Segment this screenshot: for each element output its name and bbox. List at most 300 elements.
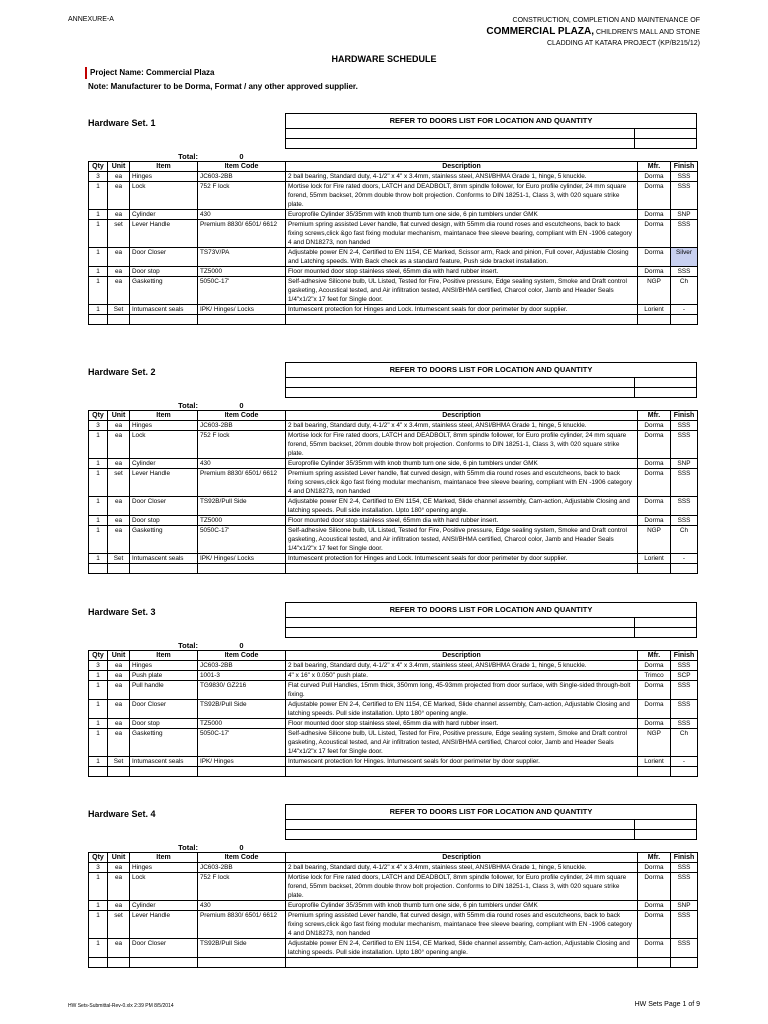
cell-item: Intumascent seals — [130, 305, 198, 315]
cell-finish: SSS — [671, 939, 698, 958]
cell-desc: 2 ball bearing, Standard duty, 4-1/2" x 4" x 3.4mm, stainless steel, ANSI/BHMA Grade 1, hinge, 5 knuckle. — [286, 172, 638, 182]
cell-qty: 3 — [89, 863, 108, 873]
empty-cell — [130, 767, 198, 777]
cell-mfr: Dorma — [638, 911, 671, 939]
refer-doors-list: REFER TO DOORS LIST FOR LOCATION AND QUANTITY — [285, 602, 697, 618]
cell-mfr: Dorma — [638, 516, 671, 526]
table-row — [89, 516, 698, 526]
cell-mfr: Dorma — [638, 497, 671, 516]
table-header-row — [89, 162, 698, 172]
total-label: Total: — [178, 152, 198, 161]
empty-cell — [638, 315, 671, 325]
cell-unit: set — [108, 469, 130, 497]
item-header: Item — [130, 411, 198, 421]
table-row — [89, 459, 698, 469]
set-title: Hardware Set. 4 — [88, 809, 156, 819]
blank-row — [285, 139, 697, 149]
cell-item: Pull handle — [130, 681, 198, 700]
cell-item: Cylinder — [130, 901, 198, 911]
cell-item: Door Closer — [130, 497, 198, 516]
blank-rows — [285, 820, 697, 840]
cell-item: Intumascent seals — [130, 757, 198, 767]
table-row — [89, 757, 698, 767]
empty-cell — [89, 564, 108, 574]
empty-cell — [108, 767, 130, 777]
cell-mfr: Dorma — [638, 248, 671, 267]
cell-item: Hinges — [130, 863, 198, 873]
cell-desc: Europrofile Cylinder 35/35mm with knob thumb turn one side, 6 pin tumblers under GMK — [286, 210, 638, 220]
cell-qty: 1 — [89, 267, 108, 277]
cell-qty: 1 — [89, 554, 108, 564]
refer-doors-list: REFER TO DOORS LIST FOR LOCATION AND QUANTITY — [285, 804, 697, 820]
cell-desc: Adjustable power EN 2-4, Certified to EN 1154, CE Marked, Slide channel assembly, Cam-action, Adjustable Closing and latching speeds. Pull side installation. Upto 180° opening angle. — [286, 939, 638, 958]
empty-row — [89, 315, 698, 325]
cell-finish: Ch — [671, 277, 698, 305]
cell-finish: SSS — [671, 719, 698, 729]
cell-finish: SSS — [671, 911, 698, 939]
cell-code: 5050C-17' — [198, 526, 286, 554]
cell-code: TS92B/Pull Side — [198, 939, 286, 958]
cell-mfr: Dorma — [638, 873, 671, 901]
cell-mfr: Dorma — [638, 681, 671, 700]
cell-mfr: Trimco — [638, 671, 671, 681]
table-row — [89, 172, 698, 182]
header-line-2-rest: CHILDREN'S MALL AND STONE — [594, 29, 700, 36]
cell-mfr: NGP — [638, 526, 671, 554]
cell-unit: ea — [108, 671, 130, 681]
page-title: HARDWARE SCHEDULE — [331, 54, 437, 64]
total-label: Total: — [178, 843, 198, 852]
hardware-set-4 — [88, 804, 697, 968]
cell-desc: 2 ball bearing, Standard duty, 4-1/2" x 4" x 3.4mm, stainless steel, ANSI/BHMA Grade 1, hinge, 5 knuckle. — [286, 863, 638, 873]
cell-finish: SSS — [671, 863, 698, 873]
table-row — [89, 421, 698, 431]
table-row — [89, 901, 698, 911]
empty-cell — [286, 564, 638, 574]
table-row — [89, 681, 698, 700]
blank-rows — [285, 378, 697, 398]
cell-code: 1001-3 — [198, 671, 286, 681]
total-value: 0 — [239, 843, 244, 852]
cell-item: Lever Handle — [130, 469, 198, 497]
item-code-header: Item Code — [198, 162, 286, 172]
blank-row — [285, 618, 697, 628]
cell-desc: Mortise lock for Fire rated doors, LATCH and DEADBOLT, 8mm spindle follower, for Euro profile cylinder, 24 mm square forend, 55mm backset, 20mm double throw bolt projection. Conforms to DIN 18251-1, Class 3, with 020 square strike plate. — [286, 431, 638, 459]
cell-unit: ea — [108, 421, 130, 431]
cell-item: Lock — [130, 873, 198, 901]
empty-cell — [638, 564, 671, 574]
finish-header: Finish — [671, 411, 698, 421]
finish-header: Finish — [671, 651, 698, 661]
qty-header: Qty — [89, 853, 108, 863]
cell-item: Door Closer — [130, 248, 198, 267]
empty-cell — [130, 958, 198, 968]
cell-qty: 1 — [89, 757, 108, 767]
cell-mfr: Dorma — [638, 901, 671, 911]
cell-desc: Premium spring assisted Lever handle, flat curved design, with 55mm dia round roses and escutcheons, back to back fixing screws,click &go fast fixing modular mechanism, maintanace free sleeve bearing, compliant with EN -1906 category 4 and DN18273, non handed — [286, 220, 638, 248]
cell-item: Hinges — [130, 661, 198, 671]
cell-desc: Europrofile Cylinder 35/35mm with knob thumb turn one side, 6 pin tumblers under GMK — [286, 459, 638, 469]
cell-code: JC603-2BB — [198, 863, 286, 873]
cell-unit: Set — [108, 554, 130, 564]
cell-code: Premium 8830/ 6501/ 6612 — [198, 469, 286, 497]
cell-desc: Adjustable power EN 2-4, Certified to EN 1154, CE Marked, Slide channel assembly, Cam-action, Adjustable Closing and latching speeds. Pull side installation. Upto 180° opening angle. — [286, 700, 638, 719]
header-line-2 — [440, 26, 700, 38]
cell-mfr: Dorma — [638, 939, 671, 958]
table-row — [89, 210, 698, 220]
item-header: Item — [130, 162, 198, 172]
total-row — [88, 641, 697, 650]
cell-unit: Set — [108, 757, 130, 767]
table-row — [89, 939, 698, 958]
empty-row — [89, 958, 698, 968]
empty-cell — [89, 767, 108, 777]
cell-code: JC603-2BB — [198, 172, 286, 182]
set-title: Hardware Set. 3 — [88, 607, 156, 617]
cell-code: TZ5000 — [198, 516, 286, 526]
cell-unit: ea — [108, 873, 130, 901]
cell-desc: Mortise lock for Fire rated doors, LATCH and DEADBOLT, 8mm spindle follower, for Euro profile cylinder, 24 mm square forend, 55mm backset, 20mm double throw bolt projection. Conforms to DIN 18251-1, Class 3, with 020 square strike plate. — [286, 182, 638, 210]
cell-finish: Ch — [671, 526, 698, 554]
cell-item: Lever Handle — [130, 911, 198, 939]
finish-header: Finish — [671, 162, 698, 172]
item-code-header: Item Code — [198, 411, 286, 421]
item-header: Item — [130, 853, 198, 863]
empty-cell — [671, 958, 698, 968]
cell-unit: ea — [108, 700, 130, 719]
empty-cell — [130, 315, 198, 325]
cell-unit: set — [108, 911, 130, 939]
cell-finish: SSS — [671, 661, 698, 671]
description-header: Description — [286, 651, 638, 661]
cell-finish: SSS — [671, 172, 698, 182]
cell-code: 752 F lock — [198, 182, 286, 210]
cell-desc: Self-adhesive Silicone bulb, UL Listed, Tested for Fire, Positive pressure, Edge sealing system, Smoke and Draft control gasketing, Acoustical tested, and Air infiltration tested, ANSI/BHMA certified, Charcol color, Jamb and Header Seals 1/4"x1/2"x 17 feet for Single door. — [286, 526, 638, 554]
cell-qty: 1 — [89, 516, 108, 526]
cell-finish: SSS — [671, 182, 698, 210]
total-value: 0 — [239, 641, 244, 650]
table-row — [89, 554, 698, 564]
cell-finish: SNP — [671, 210, 698, 220]
cell-qty: 3 — [89, 661, 108, 671]
cell-item: Cylinder — [130, 210, 198, 220]
cell-finish: SSS — [671, 220, 698, 248]
cell-mfr: Dorma — [638, 700, 671, 719]
cell-desc: Mortise lock for Fire rated doors, LATCH and DEADBOLT, 8mm spindle follower, for Euro profile cylinder, 24 mm square forend, 55mm backset, 20mm double throw bolt projection. Conforms to DIN 18251-1, Class 3, with 020 square strike plate. — [286, 873, 638, 901]
table-header-row — [89, 853, 698, 863]
hardware-set-1 — [88, 113, 697, 325]
cell-item: Lock — [130, 431, 198, 459]
cell-qty: 1 — [89, 681, 108, 700]
cell-item: Lever Handle — [130, 220, 198, 248]
table-row — [89, 526, 698, 554]
table-row — [89, 305, 698, 315]
qty-header: Qty — [89, 411, 108, 421]
cell-unit: ea — [108, 901, 130, 911]
description-header: Description — [286, 411, 638, 421]
cell-code: TZ5000 — [198, 267, 286, 277]
set-title: Hardware Set. 1 — [88, 118, 156, 128]
empty-cell — [108, 564, 130, 574]
blank-rows — [285, 129, 697, 149]
cell-unit: Set — [108, 305, 130, 315]
cell-item: Door Closer — [130, 700, 198, 719]
cell-mfr: Dorma — [638, 267, 671, 277]
unit-header: Unit — [108, 651, 130, 661]
cell-finish: Silver — [671, 248, 698, 267]
cell-qty: 1 — [89, 182, 108, 210]
empty-cell — [198, 564, 286, 574]
cell-mfr: Dorma — [638, 661, 671, 671]
empty-cell — [198, 315, 286, 325]
cell-mfr: NGP — [638, 277, 671, 305]
hardware-set-2 — [88, 362, 697, 574]
cell-item: Gasketting — [130, 526, 198, 554]
cell-desc: Intumescent protection for Hinges. Intumescent seals for door perimeter by door supplier. — [286, 757, 638, 767]
mfr-header: Mfr. — [638, 651, 671, 661]
cell-code: 752 F lock — [198, 873, 286, 901]
cell-mfr: Dorma — [638, 172, 671, 182]
unit-header: Unit — [108, 853, 130, 863]
cell-code: 430 — [198, 901, 286, 911]
table-header-row — [89, 411, 698, 421]
cell-mfr: Dorma — [638, 459, 671, 469]
empty-cell — [671, 315, 698, 325]
empty-cell — [671, 564, 698, 574]
cell-unit: ea — [108, 431, 130, 459]
cell-unit: ea — [108, 172, 130, 182]
cell-unit: ea — [108, 459, 130, 469]
cell-unit: ea — [108, 939, 130, 958]
annexure-label: ANNEXURE-A — [68, 16, 114, 23]
cell-code: TS92B/Pull Side — [198, 497, 286, 516]
blank-row — [285, 378, 697, 388]
finish-header: Finish — [671, 853, 698, 863]
cell-code: IPK/ Hinges — [198, 757, 286, 767]
cell-unit: ea — [108, 661, 130, 671]
project-name: Project Name: Commercial Plaza — [85, 67, 215, 79]
cell-unit: ea — [108, 277, 130, 305]
blank-row — [285, 830, 697, 840]
empty-cell — [638, 958, 671, 968]
total-row — [88, 401, 697, 410]
cell-desc: 4" x 16" x 0.050" push plate. — [286, 671, 638, 681]
cell-code: 5050C-17' — [198, 277, 286, 305]
cell-desc: Floor mounted door stop stainless steel, 65mm dia with hard rubber insert. — [286, 516, 638, 526]
empty-cell — [108, 315, 130, 325]
cell-desc: Self-adhesive Silicone bulb, UL Listed, Tested for Fire, Positive pressure, Edge sealing system, Smoke and Draft control gasketing, Acoustical tested, and Air infiltration tested, ANSI/BHMA certified, Charcol color, Jamb and Header Seals 1/4"x1/2"x 17 feet for Single door. — [286, 277, 638, 305]
cell-mfr: Lorient — [638, 554, 671, 564]
cell-item: Push plate — [130, 671, 198, 681]
cell-item: Door stop — [130, 719, 198, 729]
total-row — [88, 843, 697, 852]
refer-doors-list: REFER TO DOORS LIST FOR LOCATION AND QUANTITY — [285, 113, 697, 129]
cell-code: TS92B/Pull Side — [198, 700, 286, 719]
cell-desc: Adjustable power EN 2-4, Certified to EN 1154, CE Marked, Slide channel assembly, Cam-action, Adjustable Closing and latching speeds. Pull side installation. Upto 180° opening angle. — [286, 497, 638, 516]
total-row — [88, 152, 697, 161]
unit-header: Unit — [108, 162, 130, 172]
cell-unit: ea — [108, 210, 130, 220]
cell-item: Hinges — [130, 421, 198, 431]
cell-finish: - — [671, 554, 698, 564]
description-header: Description — [286, 162, 638, 172]
hardware-set-3 — [88, 602, 697, 777]
cell-item: Gasketting — [130, 729, 198, 757]
cell-unit: ea — [108, 729, 130, 757]
cell-item: Door stop — [130, 516, 198, 526]
cell-desc: Intumescent protection for Hinges and Lock. Intumescent seals for door perimeter by door supplier. — [286, 554, 638, 564]
footer-page-number: HW Sets Page 1 of 9 — [634, 1001, 700, 1008]
empty-cell — [198, 958, 286, 968]
cell-item: Door Closer — [130, 939, 198, 958]
cell-mfr: Dorma — [638, 182, 671, 210]
cell-qty: 1 — [89, 305, 108, 315]
table-row — [89, 469, 698, 497]
cell-qty: 1 — [89, 873, 108, 901]
cell-finish: SNP — [671, 459, 698, 469]
cell-unit: ea — [108, 719, 130, 729]
unit-header: Unit — [108, 411, 130, 421]
item-code-header: Item Code — [198, 651, 286, 661]
cell-qty: 1 — [89, 911, 108, 939]
cell-qty: 1 — [89, 277, 108, 305]
cell-unit: ea — [108, 497, 130, 516]
cell-finish: - — [671, 757, 698, 767]
cell-unit: ea — [108, 516, 130, 526]
cell-qty: 1 — [89, 497, 108, 516]
item-header: Item — [130, 651, 198, 661]
cell-mfr: Dorma — [638, 431, 671, 459]
cell-desc: Self-adhesive Silicone bulb, UL Listed, Tested for Fire, Positive pressure, Edge sealing system, Smoke and Draft control gasketing, Acoustical tested, and Air infiltration tested, ANSI/BHMA certified, Charcol color, Jamb and Header Seals 1/4"x1/2"x 17 feet for Single door. — [286, 729, 638, 757]
empty-cell — [108, 958, 130, 968]
table-row — [89, 911, 698, 939]
cell-code: Premium 8830/ 6501/ 6612 — [198, 220, 286, 248]
cell-item: Lock — [130, 182, 198, 210]
table-row — [89, 719, 698, 729]
cell-mfr: Dorma — [638, 469, 671, 497]
manufacturer-note: Note: Manufacturer to be Dorma, Format / any other approved supplier. — [88, 82, 358, 91]
table-row — [89, 220, 698, 248]
table-row — [89, 671, 698, 681]
table-row — [89, 729, 698, 757]
refer-doors-list: REFER TO DOORS LIST FOR LOCATION AND QUANTITY — [285, 362, 697, 378]
mfr-header: Mfr. — [638, 853, 671, 863]
cell-code: IPK/ Hinges/ Locks — [198, 305, 286, 315]
cell-code: JC603-2BB — [198, 421, 286, 431]
project-header — [440, 15, 700, 49]
cell-finish: SSS — [671, 497, 698, 516]
cell-code: TS73V/PA — [198, 248, 286, 267]
cell-qty: 1 — [89, 939, 108, 958]
empty-cell — [286, 767, 638, 777]
cell-desc: 2 ball bearing, Standard duty, 4-1/2" x 4" x 3.4mm, stainless steel, ANSI/BHMA Grade 1, hinge, 5 knuckle. — [286, 661, 638, 671]
cell-qty: 1 — [89, 459, 108, 469]
cell-mfr: Dorma — [638, 719, 671, 729]
cell-item: Hinges — [130, 172, 198, 182]
empty-cell — [286, 958, 638, 968]
empty-cell — [89, 315, 108, 325]
cell-desc: Premium spring assisted Lever handle, flat curved design, with 55mm dia round roses and escutcheons, back to back fixing screws,click &go fast fixing modular mechanism, maintanace free sleeve bearing, compliant with EN -1906 category 4 and DN18273, non handed — [286, 911, 638, 939]
total-value: 0 — [239, 152, 244, 161]
blank-rows — [285, 618, 697, 638]
cell-mfr: Dorma — [638, 210, 671, 220]
hardware-table — [88, 161, 698, 325]
cell-unit: ea — [108, 267, 130, 277]
cell-finish: SSS — [671, 516, 698, 526]
cell-unit: ea — [108, 681, 130, 700]
cell-code: 430 — [198, 210, 286, 220]
cell-finish: SSS — [671, 421, 698, 431]
item-code-header: Item Code — [198, 853, 286, 863]
empty-cell — [638, 767, 671, 777]
cell-qty: 3 — [89, 421, 108, 431]
empty-cell — [89, 958, 108, 968]
table-row — [89, 267, 698, 277]
cell-qty: 1 — [89, 729, 108, 757]
total-label: Total: — [178, 401, 198, 410]
blank-row — [285, 820, 697, 830]
empty-cell — [286, 315, 638, 325]
empty-row — [89, 564, 698, 574]
mfr-header: Mfr. — [638, 162, 671, 172]
cell-unit: ea — [108, 182, 130, 210]
cell-code: Premium 8830/ 6501/ 6612 — [198, 911, 286, 939]
cell-code: JC603-2BB — [198, 661, 286, 671]
cell-desc: Europrofile Cylinder 35/35mm with knob thumb turn one side, 6 pin tumblers under GMK — [286, 901, 638, 911]
cell-finish: SSS — [671, 700, 698, 719]
cell-desc: Intumescent protection for Hinges and Lock. Intumescent seals for door perimeter by door supplier. — [286, 305, 638, 315]
cell-desc: Floor mounted door stop stainless steel, 65mm dia with hard rubber insert. — [286, 267, 638, 277]
blank-row — [285, 388, 697, 398]
description-header: Description — [286, 853, 638, 863]
cell-qty: 1 — [89, 248, 108, 267]
cell-finish: Ch — [671, 729, 698, 757]
header-line-3: CLADDING AT KATARA PROJECT (KP/B215/12) — [546, 40, 700, 47]
cell-qty: 1 — [89, 469, 108, 497]
cell-qty: 1 — [89, 210, 108, 220]
cell-qty: 1 — [89, 901, 108, 911]
cell-item: Door stop — [130, 267, 198, 277]
table-row — [89, 431, 698, 459]
empty-row — [89, 767, 698, 777]
blank-row — [285, 628, 697, 638]
table-row — [89, 873, 698, 901]
cell-qty: 1 — [89, 719, 108, 729]
cell-finish: SSS — [671, 873, 698, 901]
table-row — [89, 182, 698, 210]
cell-mfr: Dorma — [638, 220, 671, 248]
cell-desc: Premium spring assisted Lever handle, flat curved design, with 55mm dia round roses and escutcheons, back to back fixing screws,click &go fast fixing modular mechanism, maintanace free sleeve bearing, compliant with EN -1906 category 4 and DN18273, non handed — [286, 469, 638, 497]
cell-unit: ea — [108, 526, 130, 554]
table-header-row — [89, 651, 698, 661]
cell-qty: 1 — [89, 671, 108, 681]
footer-file-info: HW Sets-Submittal-Rev-0.xlx 2:39 PM 8/5/2014 — [68, 1003, 174, 1009]
cell-code: 5050C-17' — [198, 729, 286, 757]
cell-qty: 1 — [89, 431, 108, 459]
hardware-table — [88, 410, 698, 574]
cell-code: TZ5000 — [198, 719, 286, 729]
empty-cell — [671, 767, 698, 777]
cell-item: Intumascent seals — [130, 554, 198, 564]
cell-mfr: Lorient — [638, 305, 671, 315]
cell-desc: 2 ball bearing, Standard duty, 4-1/2" x 4" x 3.4mm, stainless steel, ANSI/BHMA Grade 1, hinge, 5 knuckle. — [286, 421, 638, 431]
cell-qty: 3 — [89, 172, 108, 182]
blank-row — [285, 129, 697, 139]
hardware-table — [88, 852, 698, 968]
cell-finish: - — [671, 305, 698, 315]
header-line-2-bold: COMMERCIAL PLAZA, — [486, 26, 595, 37]
cell-qty: 1 — [89, 526, 108, 554]
